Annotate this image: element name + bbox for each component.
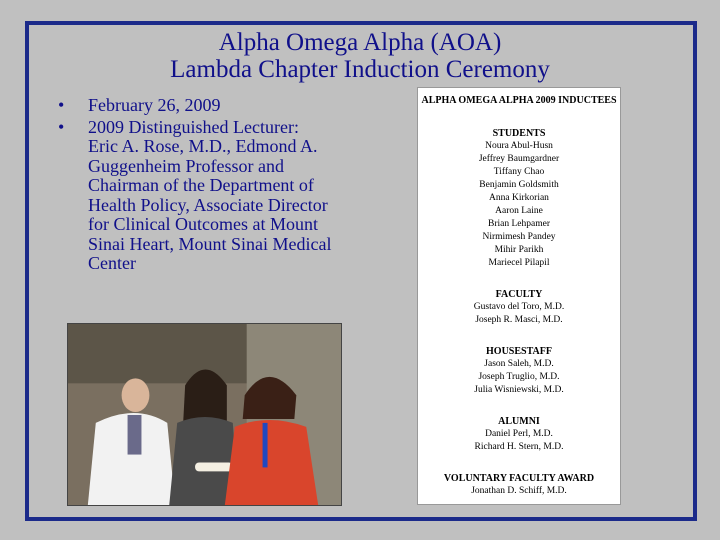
name-item: Jason Saleh, M.D. [484,359,554,369]
bullet-dot: • [58,95,65,115]
name-item: Benjamin Goldsmith [479,180,559,190]
name-item: Tiffany Chao [493,167,545,177]
section-students [418,127,620,270]
inductees-panel [417,87,621,505]
name-item: Julia Wisniewski, M.D. [474,385,564,395]
section-faculty [418,288,620,327]
name-item: Mihir Parikh [494,245,544,255]
name-item: Mariecel Pilapil [488,258,550,268]
inductees-title: ALPHA OMEGA ALPHA 2009 INDUCTEES [421,95,617,106]
ceremony-photo-illustration [68,324,341,505]
section-voluntary-faculty-award [418,472,620,498]
bullet-item-lecturer [58,118,333,274]
bullet-list [58,96,333,276]
name-item: Noura Abul-Husn [485,141,553,151]
section-housestaff [418,345,620,397]
section-heading: VOLUNTARY FACULTY AWARD [443,473,595,484]
spacer [418,107,620,127]
name-item: Gustavo del Toro, M.D. [473,302,565,312]
slide-title-line1: Alpha Omega Alpha (AOA) [218,29,502,56]
bullet-dot: • [58,116,65,137]
section-alumni [418,415,620,454]
bullet-item-date [58,96,333,116]
spacer [418,327,620,345]
section-heading: ALUMNI [498,416,540,427]
name-item: Joseph R. Masci, M.D. [475,315,563,325]
section-heading: STUDENTS [492,128,546,139]
name-item: Daniel Perl, M.D. [485,429,553,439]
name-item: Jonathan D. Schiff, M.D. [471,486,567,496]
name-item: Nirmimesh Pandey [482,232,556,242]
ceremony-photo [67,323,342,506]
slide-title-line2: Lambda Chapter Induction Ceremony [170,56,550,83]
name-item: Jeffrey Baumgardner [478,154,560,164]
spacer [418,454,620,472]
section-heading: FACULTY [495,289,543,300]
name-item: Joseph Truglio, M.D. [478,372,560,382]
name-item: Aaron Laine [495,206,543,216]
bullet-text: February 26, 2009 [88,95,221,115]
section-heading: HOUSESTAFF [486,346,552,357]
spacer [418,397,620,415]
spacer [418,270,620,288]
name-item: Anna Kirkorian [489,193,549,203]
name-item: Brian Lehpamer [488,219,550,229]
bullet-text: 2009 Distinguished Lecturer: Eric A. Rose, M.D., Edmond A. Guggenheim Professor and Chairman of the Department of Health Policy, Associate Director for Clinical Outcomes at Mount Sinai Heart, Mount Sinai Medical Center [88,116,332,273]
name-item: Richard H. Stern, M.D. [474,442,564,452]
